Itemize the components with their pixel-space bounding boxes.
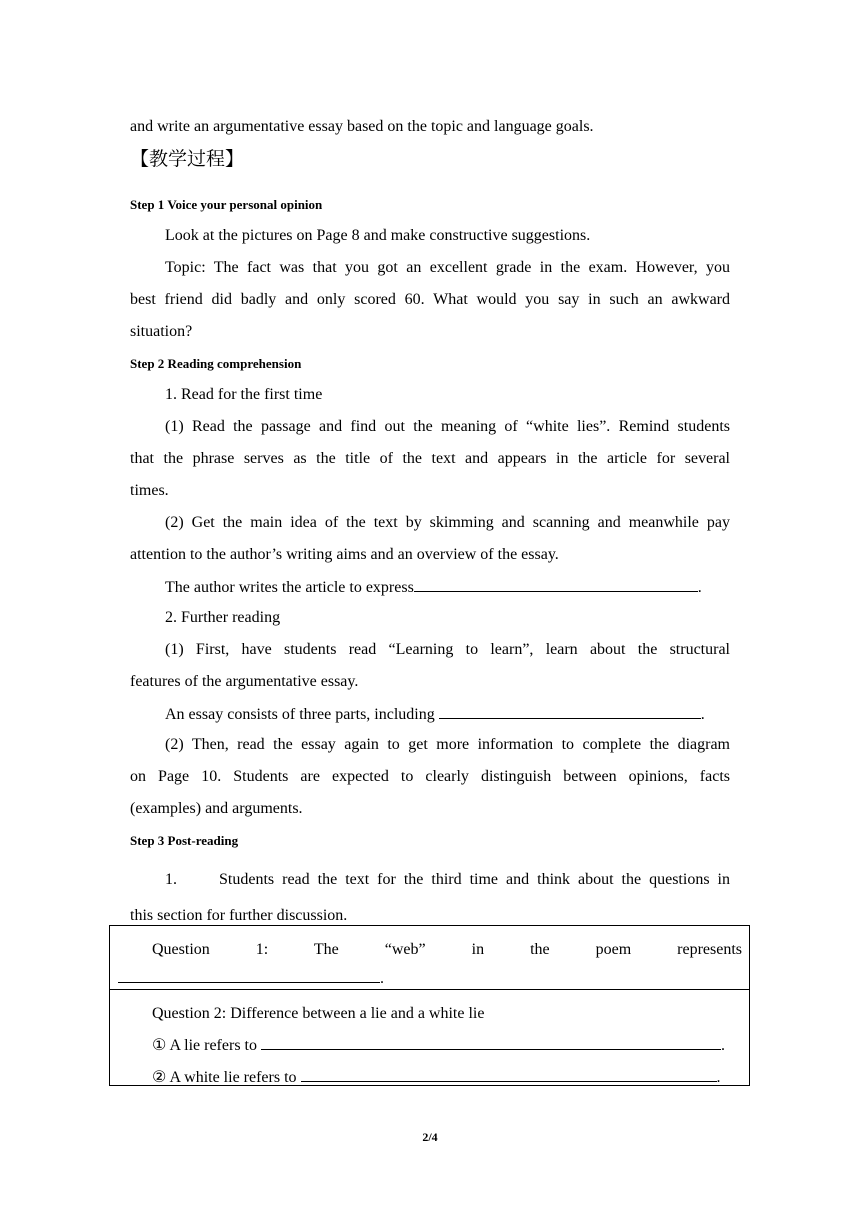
essay-end: . <box>700 706 705 723</box>
page-number: 2/4 <box>422 1130 438 1144</box>
step2-p3-line-1: (1) First, have students read “Learning to learn”, learn about the structural <box>165 641 730 658</box>
author-blank[interactable] <box>414 577 698 592</box>
step1-title: Step 1 Voice your personal opinion <box>130 197 323 212</box>
intro-line: and write an argumentative essay based on the topic and language goals. <box>130 118 594 135</box>
question2-white-lie-line <box>152 1067 721 1088</box>
question2-lie-blank[interactable] <box>261 1035 721 1050</box>
step2-sub2: 2. Further reading <box>165 609 281 626</box>
question1-text: Question 1: The “web” in the poem represents <box>152 941 742 958</box>
question2-lie-line <box>152 1035 725 1056</box>
step1-topic-line-1: Topic: The fact was that you got an excellent grade in the exam. However, you <box>165 259 730 276</box>
author-fill-line <box>165 577 730 598</box>
step1-topic-line-3: situation? <box>130 323 193 340</box>
step2-p1-line-1: (1) Read the passage and find out the meaning of “white lies”. Remind students <box>165 418 730 435</box>
step2-title: Step 2 Reading comprehension <box>130 356 302 371</box>
step2-p4-line-1: (2) Then, read the essay again to get more information to complete the diagram <box>165 736 730 753</box>
step2-p4-line-2: on Page 10. Students are expected to clearly distinguish between opinions, facts <box>130 768 730 785</box>
step2-p2-line-1: (2) Get the main idea of the text by skimming and scanning and meanwhile pay <box>165 514 730 531</box>
question2-lie-end: . <box>720 1037 725 1054</box>
step3-item-number: 1. <box>165 871 177 888</box>
step1-paragraph: Look at the pictures on Page 8 and make constructive suggestions. <box>165 227 591 244</box>
author-prefix: The author writes the article to express <box>165 579 414 596</box>
question2-cell <box>109 989 750 1086</box>
step2-p1-line-2: that the phrase serves as the title of the text and appears in the article for several <box>130 450 730 467</box>
step2-p2-line-2: attention to the author’s writing aims and an overview of the essay. <box>130 546 559 563</box>
section-heading: 【教学过程】 <box>130 148 245 170</box>
essay-prefix: An essay consists of three parts, including <box>165 706 435 723</box>
step1-topic-line-2: best friend did badly and only scored 60. What would you say in such an awkward <box>130 291 730 308</box>
question2-lie-label: ① A lie refers to <box>152 1037 257 1054</box>
step3-item-line-2: this section for further discussion. <box>130 907 348 924</box>
question1-end: . <box>380 970 384 987</box>
question2-white-lie-end: . <box>716 1069 721 1086</box>
step3-title: Step 3 Post-reading <box>130 833 239 848</box>
author-end: . <box>697 579 702 596</box>
step2-sub1: 1. Read for the first time <box>165 386 323 403</box>
question2-title: Question 2: Difference between a lie and a white lie <box>152 1005 485 1022</box>
step2-p1-line-3: times. <box>130 482 169 499</box>
question2-white-lie-label: ② A white lie refers to <box>152 1069 297 1086</box>
step3-item-line-1: Students read the text for the third time and think about the questions in <box>219 871 730 888</box>
step2-p4-line-3: (examples) and arguments. <box>130 800 303 817</box>
essay-blank[interactable] <box>439 704 701 719</box>
question1-cell <box>109 925 750 990</box>
question1-blank[interactable] <box>118 968 380 983</box>
essay-fill-line <box>165 704 730 725</box>
step2-p3-line-2: features of the argumentative essay. <box>130 673 359 690</box>
question2-white-lie-blank[interactable] <box>301 1067 717 1082</box>
